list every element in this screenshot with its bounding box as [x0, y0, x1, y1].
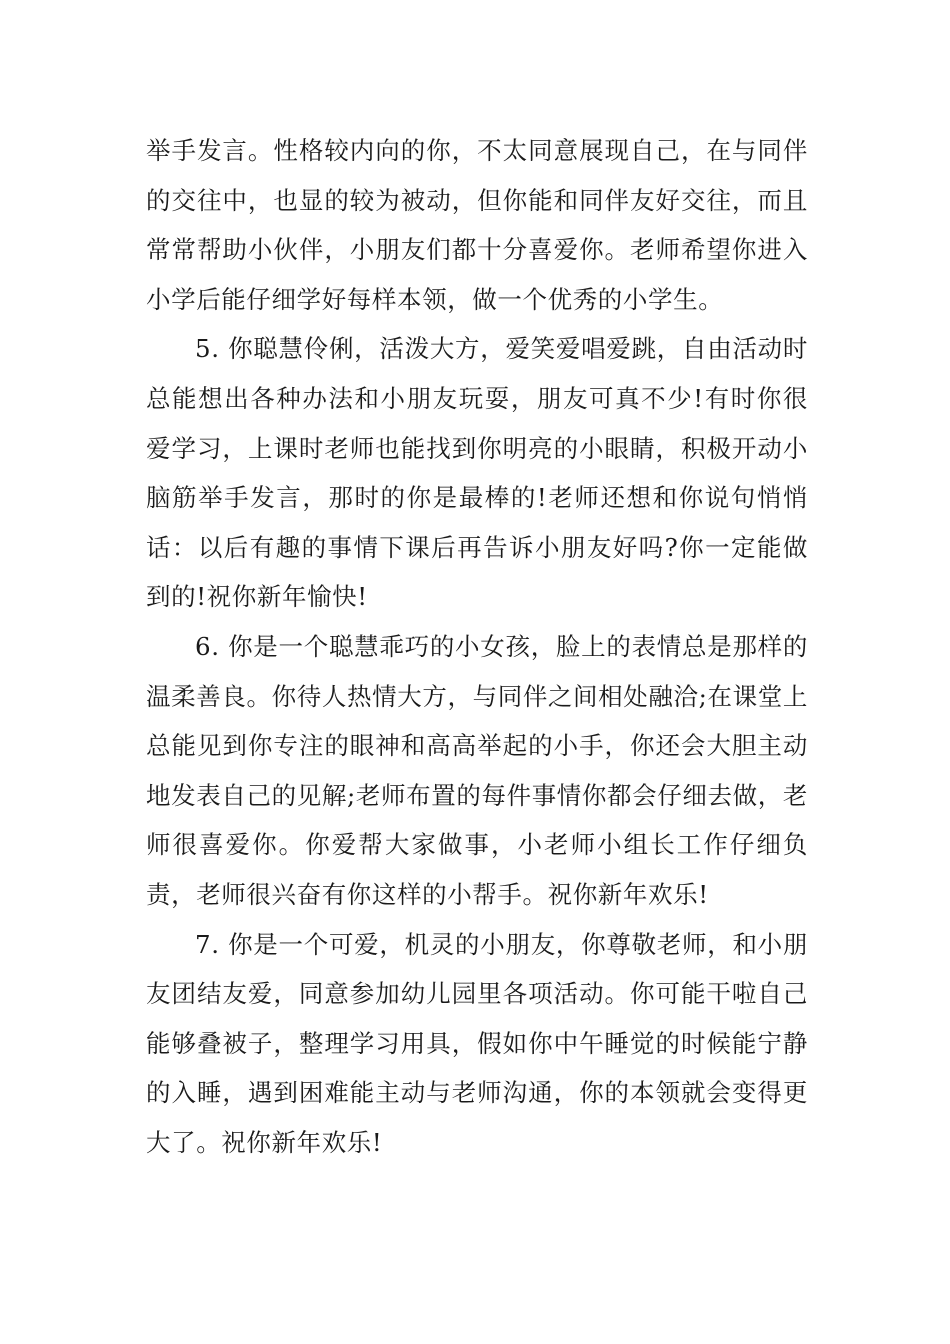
paragraph-item-5: 5. 你聪慧伶俐，活泼大方，爱笑爱唱爱跳，自由活动时总能想出各种办法和小朋友玩耍，朋友可真不少!有时你很爱学习，上课时老师也能找到你明亮的小眼睛，积极开动小脑筋举手发言，那时的你是最棒的!老师还想和你说句悄悄话：以后有趣的事情下课后再告诉小朋友好吗?你一定能做到的!祝你新年愉快! [146, 334, 808, 612]
paragraph-continuation: 举手发言。性格较内向的你，不太同意展现自己，在与同伴的交往中，也显的较为被动，但你能和同伴友好交往，而且常常帮助小伙伴，小朋友们都十分喜爱你。老师希望你进入小学后能仔细学好每样本领，做一个优秀的小学生。 [146, 136, 808, 314]
paragraph-item-6: 6. 你是一个聪慧乖巧的小女孩，脸上的表情总是那样的温柔善良。你待人热情大方，与同伴之间相处融洽;在课堂上总能见到你专注的眼神和高高举起的小手，你还会大胆主动地发表自己的见解;老师布置的每件事情你都会仔细去做，老师很喜爱你。你爱帮大家做事，小老师小组长工作仔细负责，老师很兴奋有你这样的小帮手。祝你新年欢乐! [146, 631, 808, 909]
paragraph-item-7: 7. 你是一个可爱，机灵的小朋友，你尊敬老师，和小朋友团结友爱，同意参加幼儿园里各项活动。你可能干啦自己能够叠被子，整理学习用具，假如你中午睡觉的时候能宁静的入睡，遇到困难能主动与老师沟通，你的本领就会变得更大了。祝你新年欢乐! [146, 929, 808, 1157]
document-page [146, 126, 808, 1167]
